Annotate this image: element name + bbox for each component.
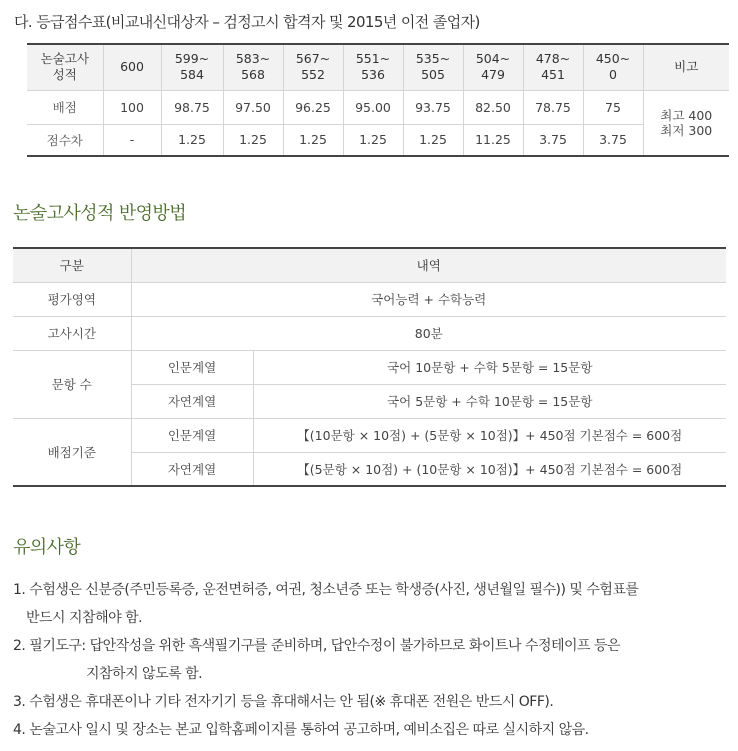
table-cell: 82.50: [463, 90, 523, 124]
score-range-header: 450~ 0: [583, 44, 643, 90]
table-cell: 【(10문항 × 10점) + (5문항 × 10점)】+ 450점 기본점수 = 600점: [253, 418, 726, 452]
remark-max: 최고 400: [660, 107, 713, 123]
table-cell: 3.75: [523, 124, 583, 156]
grade-score-table: [27, 43, 729, 157]
table-row: [27, 124, 729, 156]
table-cell: 97.50: [223, 90, 283, 124]
table-cell: 11.25: [463, 124, 523, 156]
table-row: [13, 282, 726, 316]
score-range-header: 599~ 584: [161, 44, 223, 90]
table-cell: -: [103, 124, 161, 156]
table-cell: 1.25: [283, 124, 343, 156]
table-cell: 93.75: [403, 90, 463, 124]
notice-item-continuation: 지참하지 않도록 함.: [86, 666, 203, 682]
table-cell: 100: [103, 90, 161, 124]
table-cell: 국어능력 + 수학능력: [131, 282, 726, 316]
table-cell: 80분: [131, 316, 726, 350]
table-cell: 98.75: [161, 90, 223, 124]
header-category: 구분: [13, 248, 131, 282]
table-cell: 95.00: [343, 90, 403, 124]
score-range-header: 600: [103, 44, 161, 90]
remark-header: 비고: [643, 44, 729, 90]
track-cell: 자연계열: [131, 452, 253, 486]
remark-cell: [643, 90, 729, 156]
notice-item-continuation: 반드시 지참해야 함.: [26, 610, 143, 626]
table-cell: 75: [583, 90, 643, 124]
table-cell: 96.25: [283, 90, 343, 124]
row-label: 배점기준: [13, 418, 131, 486]
score-range-header: 478~ 451: [523, 44, 583, 90]
notice-item: 1. 수험생은 신분증(주민등록증, 운전면허증, 여권, 청소년증 또는 학생증(사진, 생년월일 필수)) 및 수험표를: [13, 582, 639, 598]
score-range-header: 567~ 552: [283, 44, 343, 90]
table-cell: 3.75: [583, 124, 643, 156]
method-section-title: 논술고사성적 반영방법: [13, 203, 187, 224]
table-cell: 1.25: [343, 124, 403, 156]
table-cell: 【(5문항 × 10점) + (10문항 × 10점)】+ 450점 기본점수 = 600점: [253, 452, 726, 486]
score-range-header: 551~ 536: [343, 44, 403, 90]
table-row: [13, 350, 726, 384]
table-cell: 1.25: [223, 124, 283, 156]
notice-item: 2. 필기도구: 답안작성을 위한 흑색필기구를 준비하며, 답안수정이 불가하므로 화이트나 수정테이프 등은: [13, 638, 621, 654]
score-range-header: 535~ 505: [403, 44, 463, 90]
notice-item: 3. 수험생은 휴대폰이나 기타 전자기기 등을 휴대해서는 안 됨(※ 휴대폰 전원은 반드시 OFF).: [13, 694, 554, 710]
track-cell: 인문계열: [131, 418, 253, 452]
table-row: [13, 316, 726, 350]
grade-table-header-row: [27, 44, 729, 90]
notice-list: [13, 576, 733, 744]
row-label: 점수차: [27, 124, 103, 156]
table-cell: 1.25: [161, 124, 223, 156]
table-row: [27, 90, 729, 124]
header-label-line-1: 논술고사: [40, 51, 89, 67]
row-label: 문항 수: [13, 350, 131, 418]
track-cell: 자연계열: [131, 384, 253, 418]
table-cell: 국어 5문항 + 수학 10문항 = 15문항: [253, 384, 726, 418]
notice-section-title: 유의사항: [13, 537, 81, 558]
row-label: 고사시간: [13, 316, 131, 350]
score-range-header: 583~ 568: [223, 44, 283, 90]
track-cell: 인문계열: [131, 350, 253, 384]
grade-table-title: 다. 등급점수표(비교내신대상자 – 검정고시 합격자 및 2015년 이전 졸업자): [14, 13, 480, 31]
header-label-cell: [27, 44, 103, 90]
method-header-row: [13, 248, 726, 282]
header-label-line-2: 성적: [52, 67, 77, 83]
table-cell: 78.75: [523, 90, 583, 124]
table-cell: 국어 10문항 + 수학 5문항 = 15문항: [253, 350, 726, 384]
method-table: [13, 247, 726, 487]
notice-item: 4. 논술고사 일시 및 장소는 본교 입학홈페이지를 통하여 공고하며, 예비소집은 따로 실시하지 않음.: [13, 722, 589, 738]
remark-min: 최저 300: [660, 122, 713, 138]
table-cell: 1.25: [403, 124, 463, 156]
row-label: 평가영역: [13, 282, 131, 316]
row-label: 배점: [27, 90, 103, 124]
table-row: [13, 418, 726, 452]
header-content: 내역: [131, 248, 726, 282]
score-range-header: 504~ 479: [463, 44, 523, 90]
